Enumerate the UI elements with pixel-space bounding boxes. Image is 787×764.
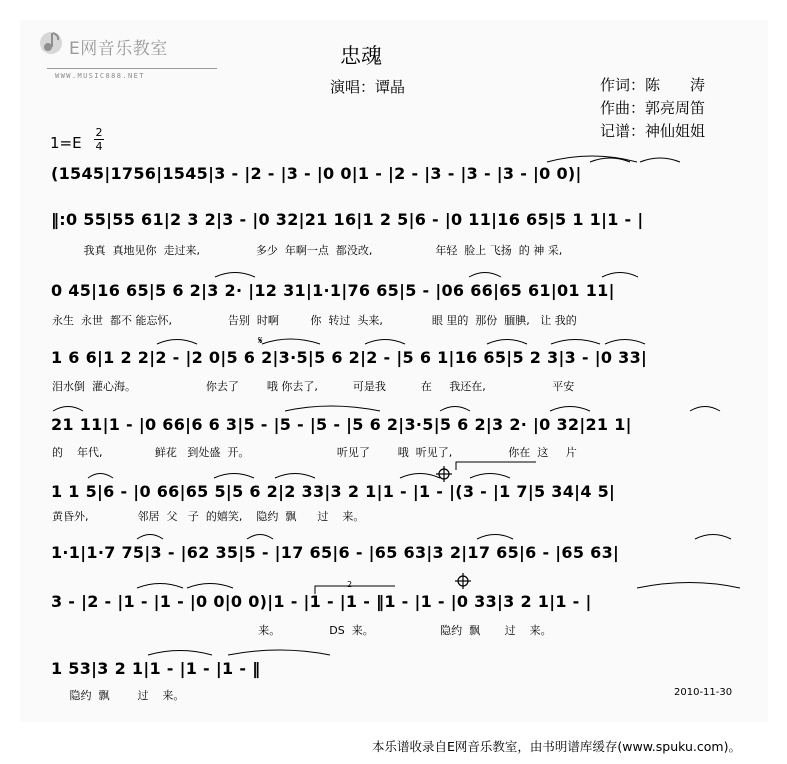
logo-url: WWW.MUSIC888.NET	[55, 72, 145, 80]
transcriber: 记谱：神仙姐姐	[600, 122, 706, 140]
key-signature: 1=E	[50, 134, 82, 152]
credits	[600, 74, 705, 143]
svg-text:2: 2	[347, 580, 353, 589]
notation-line-9: 1 53|3 2 1|1 - |1 - |1 - ‖	[51, 659, 261, 678]
lyrics-line-4: 泪水倒 灌心海。 你去了 哦 你去了, 可是我 在 我还在, 平安	[52, 380, 575, 393]
song-title: 忠魂	[340, 44, 382, 68]
time-signature	[94, 127, 104, 152]
notation-line-3: 0 45|16 65|5 6 2|3 2· |12 31|1·1|76 65|5 - |06 66|65 61|01 11|	[51, 281, 615, 300]
singer: 演唱：谭晶	[330, 78, 406, 96]
notation-line-8: 3 - |2 - |1 - |1 - |0 0|0 0)|1 - |1 - |1 - ‖1 - |1 - |0 33|3 2 1|1 - |	[51, 592, 592, 611]
notation-line-5: 21 11|1 - |0 66|6 6 3|5 - |5 - |5 - |5 6 2|3·5|5 6 2|3 2· |0 32|21 1|	[51, 415, 632, 434]
lyrics-line-3: 永生 永世 都不 能忘怀, 告别 时啊 你 转过 头来, 眼 里的 那份 腼腆, 让 我的	[52, 314, 577, 327]
notation-line-7: 1·1|1·7 75|3 - |62 35|5 - |17 65|6 - |65 63|3 2|17 65|6 - |65 63|	[51, 543, 620, 562]
lyricist: 作词：陈 涛	[600, 76, 706, 94]
composer: 作曲：郭亮周笛	[600, 99, 706, 117]
notation-line-2: ‖:0 55|55 61|2 3 2|3 - |0 32|21 16|1 2 5|6 - |0 11|16 65|5 1 1|1 - |	[51, 210, 644, 229]
notation-line-1: (1545|1756|1545|3 - |2 - |3 - |0 0|1 - |2 - |3 - |3 - |3 - |0 0)|	[51, 164, 582, 183]
lyrics-line-2: 我真 真地见你 走过来, 多少 年啊一点 都没改, 年轻 脸上 飞扬 的 神 采,	[52, 244, 563, 257]
logo-divider	[47, 68, 217, 69]
site-logo	[35, 28, 195, 80]
source-note: 本乐谱收录自E网音乐教室，由书明谱库缓存(www.spuku.com)。	[372, 739, 741, 754]
time-signature-bottom: 4	[95, 140, 103, 153]
date: 2010-11-30	[674, 687, 733, 698]
notation-line-6: 1 1 5|6 - |0 66|65 5|5 6 2|2 33|3 2 1|1 - |1 - |(3 - |1 7|5 34|4 5|	[51, 482, 616, 501]
lyrics-line-8: 来。 DS 来。 隐约 飘 过 来。	[52, 624, 552, 637]
music-note-icon	[37, 28, 67, 56]
logo-text: E网音乐教室	[69, 39, 168, 59]
notation-line-4: 1 6 6|1 2 2|2 - |2 0|5 6 2|3·5|5 6 2|2 - |5 6 1|16 65|5 2 3|3 - |0 33|	[51, 348, 648, 367]
time-signature-top: 2	[95, 126, 103, 139]
lyrics-line-9: 隐约 飘 过 来。	[52, 689, 185, 702]
lyrics-line-6: 黄昏外, 邻居 父 子 的嬉笑, 隐约 飘 过 来。	[52, 510, 365, 523]
lyrics-line-5: 的 年代, 鲜花 到处盛 开。 听见了 哦 听见了, 你在 这 片	[52, 446, 577, 459]
svg-text:𝄋: 𝄋	[258, 334, 263, 347]
